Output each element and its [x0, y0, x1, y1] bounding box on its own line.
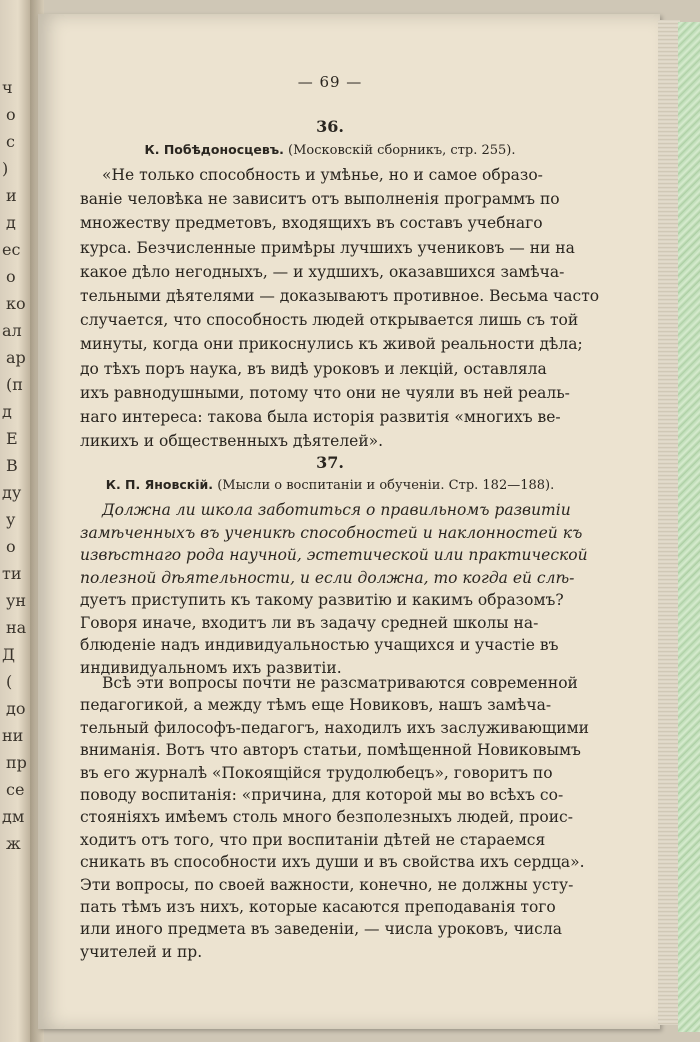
text-line: курса. Безчисленные примѣры лучшихъ учениковъ — ни на: [80, 238, 575, 257]
text-line: до тѣхъ поръ наука, въ видѣ уроковъ и лекцій, оставляла: [80, 359, 547, 378]
text-line: случается, что способность людей открывается лишь съ той: [80, 311, 579, 330]
text-line: извѣстнаго рода научной, эстетической или практической: [80, 546, 588, 564]
left-page-fragment: у: [6, 510, 16, 529]
left-page-fragment: (: [6, 672, 13, 691]
left-page-fragment: ти: [2, 564, 22, 583]
left-page-fragment: на: [6, 618, 27, 637]
left-page-fragment: ко: [6, 294, 26, 313]
left-page-fragment: о: [6, 537, 16, 556]
left-page-fragment: ес: [2, 240, 21, 259]
left-page-fragment: се: [6, 780, 25, 799]
text-line: ихъ равнодушными, потому что они не чуяли въ ней реаль-: [80, 383, 570, 402]
text-line: замѣченныхъ въ ученикѣ способностей и наклонностей къ: [80, 523, 583, 542]
text-line: индивидуальномъ ихъ развитіи.: [80, 658, 342, 677]
text-line: ваніе человѣка не зависитъ отъ выполненія программъ по: [80, 190, 560, 209]
page-stack-edge: [658, 20, 680, 1025]
text-line: поводу воспитанія: «причина, для которой мы во всѣхъ со-: [80, 786, 564, 804]
text-line: ликихъ и общественныхъ дѣятелей».: [80, 432, 384, 451]
left-page-fragment: ун: [6, 591, 27, 610]
left-page-fragment: о: [6, 105, 16, 124]
text-line: пать тѣмъ изъ нихъ, которые касаются преподаванія того: [80, 898, 556, 916]
left-page-fragment: Е: [6, 429, 18, 448]
text-line: педагогикой, а между тѣмъ еще Новиковъ, нашъ замѣча-: [80, 696, 552, 715]
left-page-edge: [0, 0, 30, 1042]
text-line: Говоря иначе, входитъ ли въ задачу средней школы на-: [80, 613, 539, 632]
left-page-fragment: В: [6, 456, 18, 475]
left-page-fragment: ч: [2, 78, 13, 97]
left-page-fragment: дм: [2, 807, 25, 826]
text-line: тельный философъ-педагогъ, находилъ ихъ заслуживающими: [80, 718, 589, 737]
section-36-author: К. Побѣдоносцевъ.: [144, 142, 284, 157]
text-line: тельными дѣятелями — доказываютъ противное. Весьма часто: [80, 287, 600, 305]
text-line: вниманія. Вотъ что авторъ статьи, помѣщенной Новиковымъ: [80, 741, 581, 760]
text-line: или иного предмета въ заведеніи, — числа уроковъ, числа: [80, 920, 562, 939]
text-line: въ его журналѣ «Покоящійся трудолюбецъ», говоритъ по: [80, 763, 553, 782]
left-page-fragment: и: [6, 186, 17, 205]
left-page-fragment: ни: [2, 726, 24, 745]
left-page-fragment: д: [6, 213, 16, 232]
section-36-source: [80, 144, 580, 157]
green-cover: [678, 22, 700, 1032]
left-page-fragment: д: [2, 402, 12, 421]
text-line: сникать въ способности ихъ души и въ свойства ихъ сердца».: [80, 853, 585, 872]
page-number: — 69 —: [297, 73, 363, 91]
text-line: дуетъ приступить къ такому развитію и какимъ образомъ?: [80, 591, 564, 609]
section-36-reference: (Московскій сборникъ, стр. 255).: [288, 143, 516, 158]
text-line: ходитъ отъ того, что при воспитаніи дѣтей не стараемся: [80, 830, 546, 849]
text-line: минуты, когда они прикоснулись къ живой реальности дѣла;: [80, 335, 583, 354]
section-37-author: К. П. Яновскій.: [105, 477, 214, 492]
left-page-fragment: ): [2, 159, 9, 178]
left-page-fragment: о: [6, 267, 16, 286]
text-line: полезной дѣятельности, и если должна, то когда ей слѣ-: [80, 568, 575, 587]
text-line: учителей и пр.: [80, 942, 203, 961]
left-page-fragment: ж: [6, 834, 21, 853]
section-36-number: 36.: [316, 117, 344, 136]
text-line: Всѣ эти вопросы почти не разсматриваются современной: [102, 674, 578, 692]
left-page-fragment: ар: [6, 348, 26, 367]
left-page-fragment: с: [6, 132, 15, 151]
text-line: Должна ли школа заботиться о правильномъ развитіи: [102, 501, 571, 519]
left-page-fragment: Д: [2, 645, 16, 664]
section-37-source: [80, 479, 580, 492]
text-line: какое дѣло негодныхъ, — и худшихъ, оказавшихся замѣча-: [80, 262, 565, 281]
left-page-fragment: ду: [2, 483, 22, 502]
left-page-fragment: до: [6, 699, 26, 718]
text-line: стояніяхъ имѣемъ столь много безполезныхъ людей, проис-: [80, 808, 573, 827]
section-37-reference: (Мысли о воспитаніи и обученіи. Стр. 182—188).: [217, 478, 555, 493]
text-line: наго интереса: такова была исторія развитія «многихъ ве-: [80, 408, 561, 426]
left-page-fragment: ал: [2, 321, 22, 340]
text-line: множеству предметовъ, входящихъ въ составъ учебнаго: [80, 214, 543, 233]
section-37-number: 37.: [316, 453, 344, 472]
text-line: «Не только способность и умѣнье, но и самое образо-: [102, 166, 543, 184]
text-line: Эти вопросы, по своей важности, конечно, не должны усту-: [80, 875, 574, 894]
left-page-fragment: пр: [6, 753, 27, 772]
left-page-fragment: (п: [6, 375, 23, 394]
text-line: блюденіе надъ индивидуальностью учащихся и участіе въ: [80, 636, 559, 654]
